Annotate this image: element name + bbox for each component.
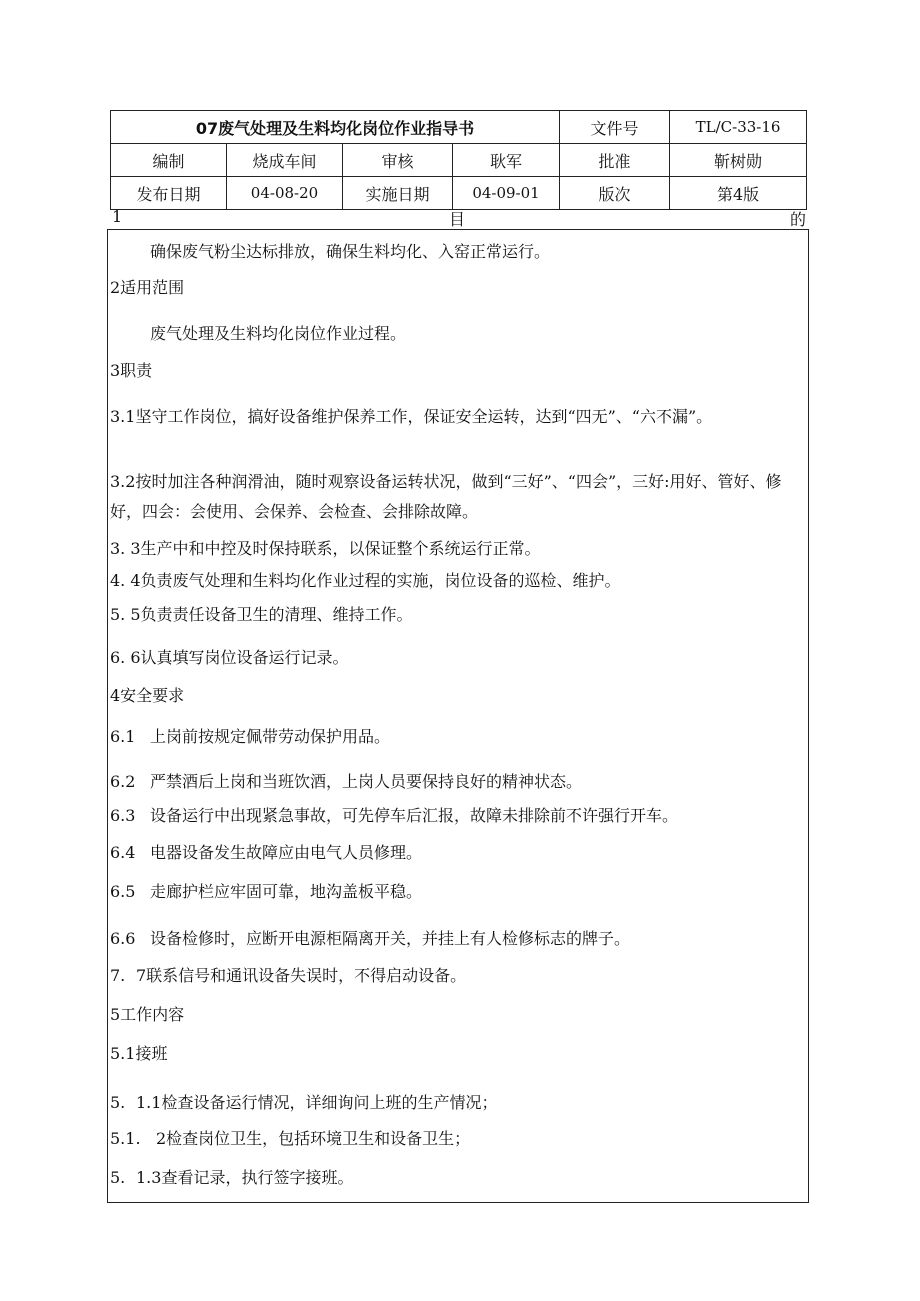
duty-item: 3.1坚守工作岗位，搞好设备维护保养工作，保证安全运转，达到“四无”、“六不漏”。	[110, 407, 713, 426]
duty-heading: 3职责	[110, 361, 153, 380]
safety-item-number: 6.3	[110, 806, 136, 825]
safety-item-text: 严禁酒后上岗和当班饮酒，上岗人员要保持良好的精神状态。	[150, 772, 583, 791]
effective-date-value: 04-09-01	[453, 177, 560, 210]
purpose-number: 1	[112, 207, 123, 226]
duty-item: 3. 3生产中和中控及时保持联系，以保证整个系统运行正常。	[110, 539, 541, 558]
scope-text: 废气处理及生料均化岗位作业过程。	[150, 324, 407, 343]
safety-item-text: 设备运行中出现紧急事故，可先停车后汇报，故障未排除前不许强行开车。	[150, 806, 679, 825]
work-heading: 5工作内容	[110, 1005, 185, 1024]
purpose-text: 确保废气粉尘达标排放，确保生料均化、入窑正常运行。	[150, 242, 551, 261]
safety-item-text: 电器设备发生故障应由电气人员修理。	[150, 843, 423, 862]
header-row-dates	[111, 177, 807, 210]
duty-item: 5. 5负责责任设备卫生的清理、维持工作。	[110, 605, 413, 624]
compiled-by-label: 编制	[111, 144, 227, 177]
work-item-text: 2检查岗位卫生，包括环境卫生和设备卫生；	[156, 1129, 471, 1148]
purpose-label-b: 的	[790, 210, 807, 229]
effective-date-label: 实施日期	[343, 177, 453, 210]
duty-item: 6. 6认真填写岗位设备运行记录。	[110, 648, 349, 667]
purpose-label-a: 目	[449, 210, 466, 229]
doc-no-label: 文件号	[560, 111, 670, 144]
header-row-title	[111, 111, 807, 144]
safety-item-text: 走廊护栏应牢固可靠，地沟盖板平稳。	[150, 882, 423, 901]
work-item-number: 5.1.	[110, 1129, 141, 1148]
safety-item-number: 6.2	[110, 772, 136, 791]
issue-date-value: 04-08-20	[227, 177, 343, 210]
work-item-text: 1.3查看记录，执行签字接班。	[136, 1168, 354, 1187]
approved-by-label: 批准	[560, 144, 670, 177]
duty-item: 4. 4负责废气处理和生料均化作业过程的实施，岗位设备的巡检、维护。	[110, 571, 621, 590]
safety-item-number: 6.5	[110, 882, 136, 901]
version-label: 版次	[560, 177, 670, 210]
purpose-heading	[112, 207, 808, 229]
document-title: 07废气处理及生料均化岗位作业指导书	[111, 111, 560, 144]
safety-item-text: 7联系信号和通讯设备失误时，不得启动设备。	[136, 966, 467, 985]
safety-item-number: 6.4	[110, 843, 136, 862]
issue-date-label: 发布日期	[111, 177, 227, 210]
reviewed-by-value: 耿军	[453, 144, 560, 177]
reviewed-by-label: 审核	[343, 144, 453, 177]
work-item-number: 5.	[110, 1168, 126, 1187]
work-item-text: 1.1检查设备运行情况，详细询问上班的生产情况；	[136, 1093, 498, 1112]
compiled-by-value: 烧成车间	[227, 144, 343, 177]
duty-item: 3.2按时加注各种润滑油，随时观察设备运转状况，做到“三好”、“四会”，三好:用好、管好、修好，四会：会使用、会保养、会检查、会排除故障。	[110, 472, 782, 521]
safety-item-text: 上岗前按规定佩带劳动保护用品。	[150, 727, 391, 746]
safety-heading: 4安全要求	[110, 686, 185, 705]
header-row-approval	[111, 144, 807, 177]
version-value: 第4版	[670, 177, 807, 210]
work-item-number: 5.	[110, 1093, 126, 1112]
safety-item-number: 6.1	[110, 727, 136, 746]
safety-item-number: 6.6	[110, 929, 136, 948]
content-box	[107, 229, 809, 1203]
safety-item-text: 设备检修时，应断开电源柜隔离开关，并挂上有人检修标志的牌子。	[150, 929, 631, 948]
approved-by-value: 靳树勋	[670, 144, 807, 177]
doc-no-value: TL/C-33-16	[670, 111, 807, 144]
shift-takeover-heading: 5.1接班	[110, 1044, 168, 1063]
header-table	[110, 110, 807, 210]
scope-heading: 2适用范围	[110, 278, 185, 297]
safety-item-number: 7.	[110, 966, 126, 985]
